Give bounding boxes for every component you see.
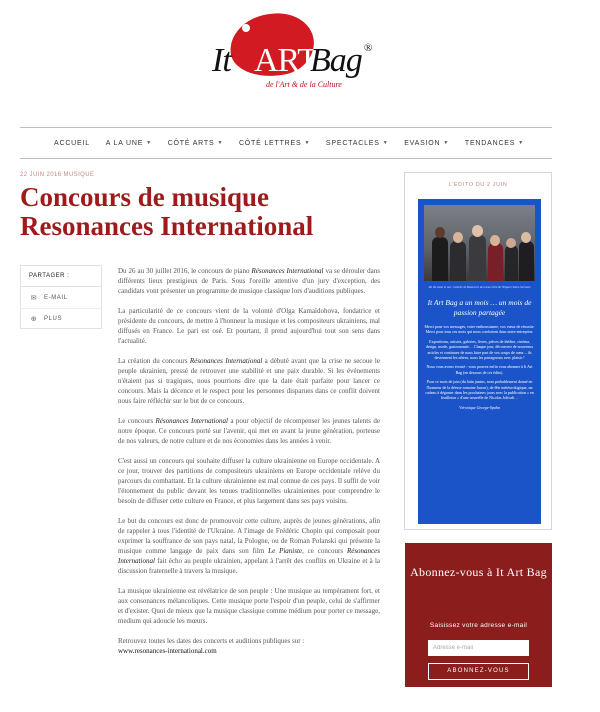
paragraph-text: , ce concours (302, 547, 347, 555)
photo-face (472, 225, 483, 237)
nav-label: EVASION (404, 139, 441, 147)
caret-down-icon: ▼ (304, 140, 311, 146)
paragraph-text: Du 26 au 30 juillet 2016, le concours de piano (118, 267, 252, 275)
share-title: PARTAGER : (21, 266, 101, 287)
nav-item-cote-arts[interactable] (168, 140, 224, 147)
newsletter-label: Saisissez votre adresse e-mail (429, 622, 528, 629)
nav-item-spectacles[interactable] (326, 140, 389, 147)
closing-text: Retrouvez toutes les dates des concerts et auditions publiques sur : (118, 637, 305, 645)
newsletter-widget (405, 543, 552, 687)
photo-figure (469, 235, 486, 281)
paragraph-text: C'est aussi un concours qui souhaite diffuser la culture ukrainienne en Europe occidentale. A ce jour, trouver des partitions de compositeurs ukrainiens en Europe occidentale relève du parcours du combattant. Et la culture ukrainienne est mal connue de ces pays. Il suffit de voir l'étonnement du public devant les tenues traditionnelles ukrainiennes pour comprendre le besoin de diffuser cette culture en France, et plus largement dans ses pays voisins. (118, 457, 380, 505)
edito-widget (404, 172, 552, 530)
share-email-label: E-MAIL (44, 294, 68, 301)
nav-label: TENDANCES (464, 139, 516, 147)
registered-mark: ® (364, 42, 373, 54)
emphasis-text: Résonances International (251, 267, 324, 275)
paragraph-text: a pour objectif de récompenser les jeunes talents de notre époque. Ce concours porté sur l'avenir, qui met en avant la jeune génération, porteuse de nos valeurs, de notre culture et de nos économies dans les années à venir. (118, 417, 380, 445)
nav-item-accueil[interactable] (54, 140, 90, 147)
share-box (20, 265, 102, 329)
post-paragraph (118, 516, 380, 576)
post-paragraph (118, 456, 380, 506)
caret-down-icon: ▼ (146, 140, 152, 146)
palette-hole (242, 24, 250, 32)
nav-label: CÔTÉ ARTS (167, 139, 215, 147)
post-paragraph (118, 586, 380, 626)
edito-paragraph: Expositions, artistes, galeries, livres, pièces de théâtre, cinéma, design, mode, gastronomie… Chaque jour, découvrez de nouveaux articles et continuez de nous faire part de vos coups de cœur – ils deviennent les nôtres, nous les partagerons avec plaisir ! (425, 338, 534, 361)
post-paragraph (118, 266, 380, 296)
newsletter-email-input[interactable] (428, 640, 529, 656)
photo-face (506, 238, 516, 248)
paragraph-text: va se dérouler dans différents lieux prestigieux de Paris. Sous l'oreille attentive d'un jury d'exception, des candidats vont présenter un programme de musique classique lors d'auditions publiques. (118, 267, 380, 295)
photo-face (521, 232, 531, 243)
logo-word-art: ART (254, 42, 317, 79)
nav-item-tendances[interactable] (465, 140, 524, 147)
caret-down-icon: ▼ (518, 140, 524, 146)
caret-down-icon: ▼ (382, 140, 389, 146)
nav-item-a-la-une[interactable] (106, 140, 152, 147)
envelope-icon: ✉ (30, 294, 38, 302)
edito-panel[interactable] (418, 199, 541, 524)
photo-figure (432, 237, 448, 281)
resonances-link[interactable]: www.resonances-international.com (118, 647, 217, 655)
nav-label: ACCUEIL (54, 139, 90, 147)
logo-word-it: It (212, 42, 231, 79)
nav-item-evasion[interactable] (404, 140, 449, 147)
photo-caption: All the team in nal : Gabrile de Beauvoirs de Lucas 2014 de l'Espace Saint-Germain (428, 285, 531, 289)
post-paragraph (118, 416, 380, 446)
post-paragraphs (118, 266, 380, 626)
edito-signature: Véronique George-Spahn (459, 404, 500, 410)
photo-face (435, 227, 445, 238)
edito-paragraph: Merci pour vos messages, votre enthousiasme, vos vœux de réussite. Merci pour tous ces mots qui nous confortent dans notre entreprise. (424, 324, 535, 335)
edito-photo (424, 205, 535, 281)
paragraph-text: La musique ukrainienne est révélatrice de son peuple : Une musique au tempérament fort, et aux consonances mélancoliques. Cette musique porte l'espoir d'un peuple, celui de s'affirmer et d'exister. Quoi de mieux que la musique classique comme médium pour porter ce message, medium qui adoucie les mœurs. (118, 587, 380, 625)
emphasis-text: Résonances International (155, 417, 228, 425)
post-paragraph (118, 306, 380, 346)
subscribe-button[interactable]: ABONNEZ-VOUS (428, 663, 529, 680)
logo-word-bag: Bag (310, 42, 362, 79)
paragraph-text: fait écho au peuple ukrainien, appelant à l'arrêt des conflits en Ukraine et à la discussion fraternelle à travers la musique. (118, 557, 380, 575)
photo-figure (450, 241, 466, 281)
nav-label: CÔTÉ LETTRES (238, 139, 302, 147)
main-nav (20, 127, 552, 159)
photo-figure (519, 241, 534, 281)
photo-figure (488, 243, 503, 281)
paragraph-text: La particularité de ce concours vient de la volonté d'Olga Kamaïdohova, fondatrice et présidente du concours, de mettre à l'honneur la musique et les compositeurs ukrainiens, mal diffusés en France. Le pari est osé. Et pourtant, il prend aujourd'hui tout son sens dans l'actualité. (118, 307, 380, 345)
paragraph-text: Le concours (118, 417, 156, 425)
emphasis-text: Résonances International (118, 547, 380, 565)
edito-paragraph: Pour ce mois de juin (du latin junius, nom probablement donné en l'honneur de la déesse romaine Junon), de fête météorologique, un cadeau à déguster dans les prochaines jours avec la publication « en feuilleton » d'une nouvelle de Nicolas Jolivalt… (425, 379, 534, 401)
share-email-button[interactable] (21, 287, 101, 308)
post-paragraph (118, 356, 380, 406)
edito-paragraph: Nous vous avons écouté : vous pouvez enfin vous abonner à It Art Bag (en dessous de cet édito). (426, 364, 533, 375)
paragraph-text: a débuté avant que la crise ne secoue le peuple ukrainien, pressé de retrouver une stabilité et une paix durable. Si les événements n'étaient pas si tragiques, nous pourrions dire que la date était parfaite pour lancer ce concours. Mais la décence et le respect pour les personnes disparues dans ce conflit doivent nous faire réfléchir sur le but de ce concours. (118, 357, 380, 405)
emphasis-text: Résonances International (189, 357, 263, 365)
post-title: Concours de musique Resonances International (20, 182, 314, 241)
logo-tagline: de l'Art & de la Culture (266, 80, 342, 89)
edito-text (423, 324, 536, 414)
photo-face (490, 235, 500, 246)
site-logo[interactable] (206, 12, 376, 92)
caret-down-icon: ▼ (217, 140, 224, 146)
photo-face (453, 232, 463, 243)
nav-label: SPECTACLES (325, 139, 380, 147)
caret-down-icon: ▼ (443, 140, 450, 146)
share-more-label: PLUS (44, 316, 63, 322)
post-closing (118, 636, 380, 656)
post-meta[interactable]: 22 JUIN 2016 MUSIQUE (20, 172, 95, 178)
newsletter-title: Abonnez-vous à It Art Bag (410, 565, 547, 579)
share-more-button[interactable] (21, 308, 101, 329)
nav-label: A LA UNE (105, 139, 144, 147)
paragraph-text: La création du concours (118, 357, 190, 365)
paragraph-text: Le but du concours est donc de promouvoir cette culture, auprès de jeunes générations, afin de rappeler à tous l'identité de l'Ukraine. A l'image de Frédéric Chopin qui composait pour exprimer la souffrance de son pays natal, la Pologne, ou de Roman Polanski qui présente la musique comme langage de paix dans son film (118, 517, 380, 555)
emphasis-text: Le Pianiste (268, 547, 303, 555)
photo-figure (505, 245, 518, 281)
edito-title: It Art Bag a un mois … un mois de passion partagée (427, 298, 532, 317)
nav-item-cote-lettres[interactable] (239, 140, 310, 147)
edito-heading: L'EDITO DU 2 JUIN (448, 182, 508, 188)
post-content (118, 266, 380, 656)
share-more-icon: ⊕ (30, 316, 38, 323)
